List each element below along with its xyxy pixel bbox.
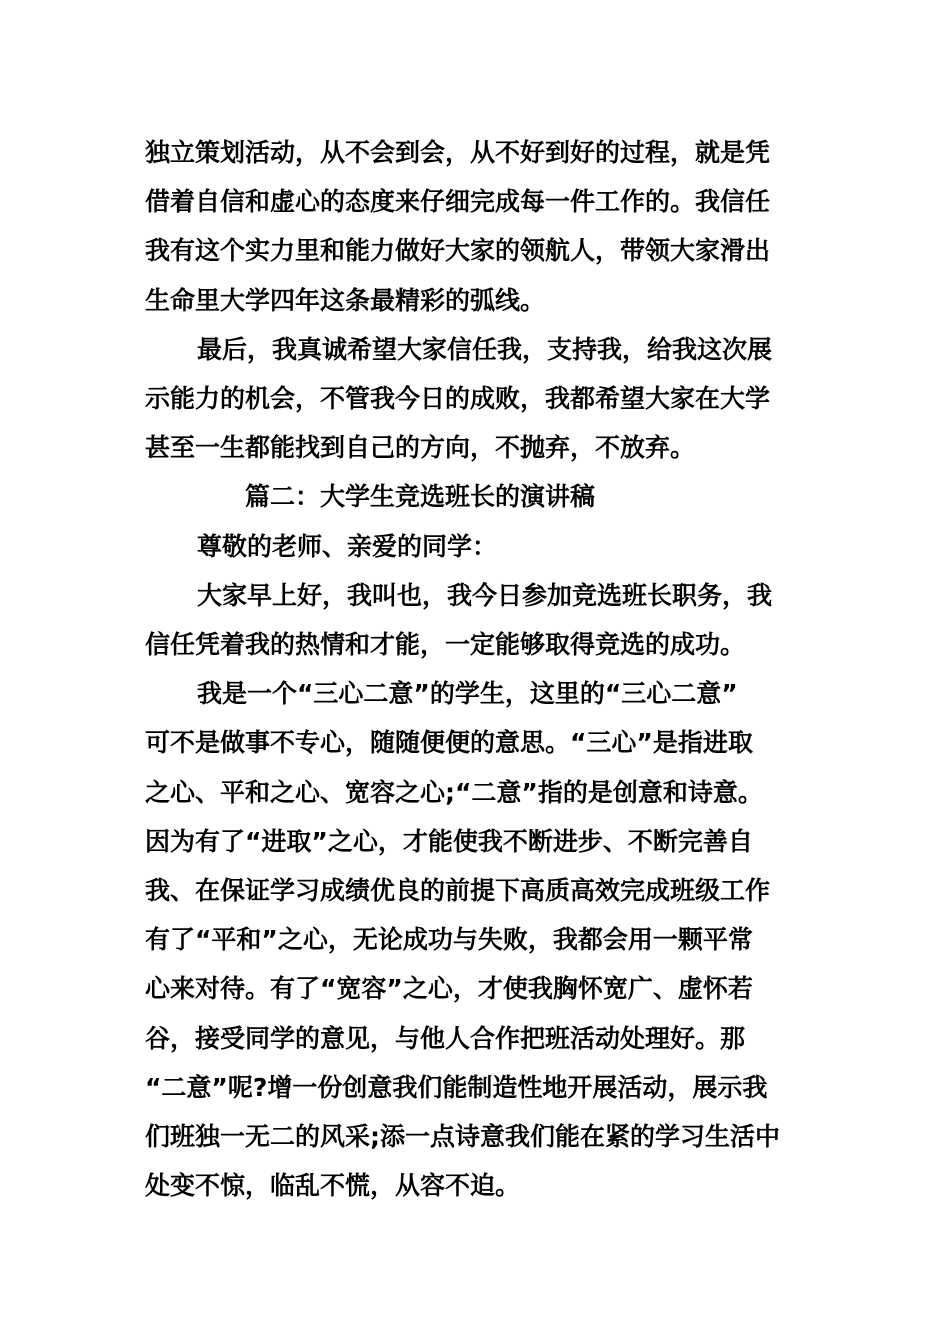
text-line: 有了“平和”之心，无论成功与失败，我都会用一颗平常	[145, 925, 753, 955]
text-line: 处变不惊，临乱不慌，从容不迫。	[145, 1171, 521, 1201]
text-line: 借着自信和虚心的态度来仔细完成每一件工作的。我信任	[145, 187, 771, 217]
paragraph-4	[145, 669, 807, 1210]
section-heading: 篇二：大学生竞选班长的演讲稿	[245, 482, 596, 512]
text-line: 最后，我真诚希望大家信任我，支持我，给我这次展	[197, 334, 773, 364]
text-line: 心来对待。有了“宽容”之心，才使我胸怀宽广、虚怀若	[145, 974, 753, 1004]
text-line: 信任凭着我的热情和才能，一定能够取得竞选的成功。	[145, 630, 746, 660]
text-line: 甚至一生都能找到自己的方向，不抛弃，不放弃。	[145, 433, 696, 463]
text-line: “二意”呢?增一份创意我们能制造性地开展活动，展示我	[145, 1072, 768, 1102]
text-line: 可不是做事不专心，随随便便的意思。“三心”是指进取	[145, 728, 753, 758]
text-line: 我是一个“三心二意”的学生，这里的“三心二意”	[197, 679, 738, 709]
salutation: 尊敬的老师、亲爱的同学：	[197, 531, 498, 561]
paragraph-2	[145, 325, 807, 473]
text-line: 独立策划活动，从不会到会，从不好到好的过程，就是凭	[145, 138, 771, 167]
paragraph-3	[145, 571, 807, 669]
text-line: 示能力的机会，不管我今日的成败，我都希望大家在大学	[145, 384, 771, 414]
text-line: 大家早上好，我叫也，我今日参加竞选班长职务，我	[197, 580, 773, 610]
text-line: 谷，接受同学的意见，与他人合作把班活动处理好。那	[145, 1023, 746, 1053]
document-body	[145, 128, 807, 1210]
text-line: 们班独一无二的风采;添一点诗意我们能在紧的学习生活中	[145, 1122, 780, 1152]
text-line: 因为有了“进取”之心，才能使我不断进步、不断完善自	[145, 826, 753, 856]
paragraph-1	[145, 128, 807, 325]
text-line: 我、在保证学习成绩优良的前提下高质高效完成班级工作	[145, 876, 771, 906]
text-line: 我有这个实力里和能力做好大家的领航人，带领大家滑出	[145, 236, 771, 266]
text-line: 生命里大学四年这条最精彩的弧线。	[145, 285, 546, 315]
text-line: 之心、平和之心、宽容之心;“二意”指的是创意和诗意。	[145, 777, 763, 807]
